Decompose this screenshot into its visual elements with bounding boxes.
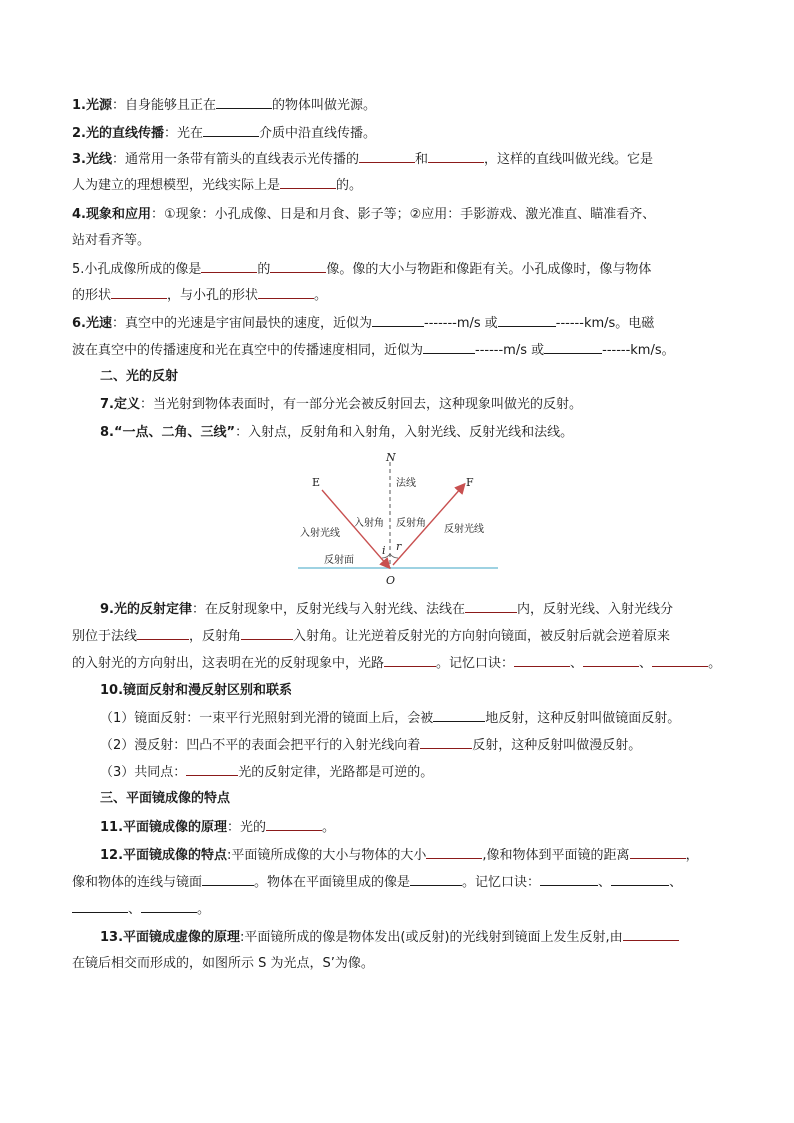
item-pinhole-cont: 的形状 ，与小孔的形状 。 xyxy=(72,288,328,303)
label-surface: 反射面 xyxy=(324,555,354,566)
fill-blank[interactable] xyxy=(465,600,517,613)
item-diffuse: （2）漫反射：凹凸不平的表面会把平行的入射光线向着 反射，这种反射叫做漫反射。 xyxy=(100,738,642,753)
item-title: 1.光源 xyxy=(72,98,112,113)
label-F: F xyxy=(466,476,474,489)
item-light-ray-cont: 人为建立的理想模型，光线实际上是 的。 xyxy=(72,178,363,193)
fill-blank[interactable] xyxy=(111,286,167,299)
fill-blank[interactable] xyxy=(540,873,598,886)
label-r: r xyxy=(396,540,402,553)
label-O: O xyxy=(386,574,396,587)
fill-blank[interactable] xyxy=(544,341,602,354)
fill-blank[interactable] xyxy=(258,286,314,299)
fill-blank[interactable] xyxy=(420,736,472,749)
item-reflection-def: 7.定义：当光射到物体表面时，有一部分光会被反射回去，这种现象叫做光的反射。 xyxy=(100,397,582,412)
fill-blank[interactable] xyxy=(623,928,679,941)
fill-blank[interactable] xyxy=(514,654,570,667)
item-one-point-two-angles: 8.“一点、二角、三线”：入射点，反射角和入射角，入射光线、反射光线和法线。 xyxy=(100,425,574,440)
fill-blank[interactable] xyxy=(137,627,189,640)
item-straight-line-propagation: 2.光的直线传播：光在 介质中沿直线传播。 xyxy=(72,126,377,141)
fill-blank[interactable] xyxy=(270,260,326,273)
item-title: 9.光的反射定律 xyxy=(100,602,192,617)
fill-blank[interactable] xyxy=(141,900,197,913)
fill-blank[interactable] xyxy=(426,846,482,859)
item-reflection-law-cont2: 的入射光的方向射出，这表明在光的反射现象中，光路 。记忆口诀： 、 、 。 xyxy=(72,656,722,671)
label-reflected-ray: 反射光线 xyxy=(444,524,484,535)
item-title: 3.光线 xyxy=(72,152,112,167)
item-title: 13.平面镜成虚像的原理 xyxy=(100,930,241,945)
fill-blank[interactable] xyxy=(583,654,639,667)
fill-blank[interactable] xyxy=(428,150,484,163)
item-reflection-law: 9.光的反射定律：在反射现象中，反射光线与入射光线、法线在 内，反射光线、入射光线分 xyxy=(100,602,674,617)
item-title: 12.平面镜成像的特点 xyxy=(100,848,228,863)
item-reflection-law-cont1: 别位于法线 ，反射角 入射角。让光逆着反射光的方向射向镜面，被反射后就会逆着原来 xyxy=(72,629,671,644)
fill-blank[interactable] xyxy=(611,873,669,886)
fill-blank[interactable] xyxy=(203,124,259,137)
item-common: （3）共同点： 光的反射定律，光路都是可逆的。 xyxy=(100,765,434,780)
item-plane-mirror-features-cont: 像和物体的连线与镜面 。物体在平面镜里成的像是 。记忆口诀： 、 、 xyxy=(72,875,683,890)
item-light-ray: 3.光线：通常用一条带有箭头的直线表示光传播的 和 ，这样的直线叫做光线。它是 xyxy=(72,152,654,167)
label-incident-angle: 入射角 xyxy=(354,518,384,529)
item-plane-mirror-principle: 11.平面镜成像的原理：光的 。 xyxy=(100,820,336,835)
fill-blank[interactable] xyxy=(498,314,556,327)
fill-blank[interactable] xyxy=(384,654,436,667)
fill-blank[interactable] xyxy=(423,341,475,354)
item-title: 4.现象和应用 xyxy=(72,207,151,222)
fill-blank[interactable] xyxy=(359,150,415,163)
label-N: N xyxy=(386,451,396,464)
fill-blank[interactable] xyxy=(410,873,462,886)
item-specular: （1）镜面反射：一束平行光照射到光滑的镜面上后，会被 地反射，这种反射叫做镜面反射。 xyxy=(100,711,681,726)
item-light-speed: 6.光速：真空中的光速是宇宙间最快的速度，近似为 -------m/s 或 ------km/s。电磁 xyxy=(72,316,655,331)
item-title: 2.光的直线传播 xyxy=(72,126,164,141)
item-title: 6.光速 xyxy=(72,316,112,331)
item-plane-mirror-features-cont2: 、 。 xyxy=(72,900,210,919)
item-virtual-image-principle: 13.平面镜成虚像的原理:平面镜所成的像是物体发出(或反射)的光线射到镜面上发生反射,由 xyxy=(100,928,679,947)
fill-blank[interactable] xyxy=(72,900,128,913)
fill-blank[interactable] xyxy=(201,260,257,273)
fill-blank[interactable] xyxy=(241,627,293,640)
item-light-speed-cont: 波在真空中的传播速度和光在真空中的传播速度相同，近似为 ------m/s 或 ------km/s。 xyxy=(72,343,675,358)
label-i: i xyxy=(382,544,386,557)
fill-blank[interactable] xyxy=(216,96,272,109)
item-title: 10.镜面反射和漫反射区别和联系 xyxy=(100,683,293,698)
reflect-angle-arc xyxy=(390,554,398,558)
fill-blank[interactable] xyxy=(630,846,686,859)
fill-blank[interactable] xyxy=(372,314,424,327)
label-E: E xyxy=(312,476,321,489)
section-heading: 二、光的反射 xyxy=(100,369,179,384)
fill-blank[interactable] xyxy=(433,709,485,722)
item-light-source: 1.光源：自身能够且正在 的物体叫做光源。 xyxy=(72,98,377,113)
fill-blank[interactable] xyxy=(280,176,336,189)
item-virtual-image-principle-cont: 在镜后相交而形成的，如图所示 S 为光点，S’为像。 xyxy=(72,956,374,971)
section-heading: 三、平面镜成像的特点 xyxy=(100,791,231,806)
item-phenomena-cont: 站对看齐等。 xyxy=(72,233,151,248)
item-mirror-vs-diffuse xyxy=(100,682,292,700)
item-title: 11.平面镜成像的原理 xyxy=(100,820,228,835)
item-title: 8.“一点、二角、三线” xyxy=(100,425,236,440)
label-incident-ray: 入射光线 xyxy=(300,528,340,539)
fill-blank[interactable] xyxy=(186,763,238,776)
label-reflect-angle: 反射角 xyxy=(396,518,426,529)
fill-blank[interactable] xyxy=(652,654,708,667)
fill-blank[interactable] xyxy=(266,818,322,831)
label-normal: 法线 xyxy=(396,478,416,489)
item-pinhole: 5.小孔成像所成的像是 的 像。像的大小与物距和像距有关。小孔成像时，像与物体 xyxy=(72,262,652,277)
item-phenomena: 4.现象和应用：①现象：小孔成像、日是和月食、影子等；②应用：手影游戏、激光准直、瞄准看齐、 xyxy=(72,207,656,222)
reflection-diagram xyxy=(296,450,500,588)
item-plane-mirror-features: 12.平面镜成像的特点:平面镜所成像的大小与物体的大小 ,像和物体到平面镜的距离 ， xyxy=(100,848,699,863)
item-title: 7.定义 xyxy=(100,397,140,412)
fill-blank[interactable] xyxy=(202,873,254,886)
